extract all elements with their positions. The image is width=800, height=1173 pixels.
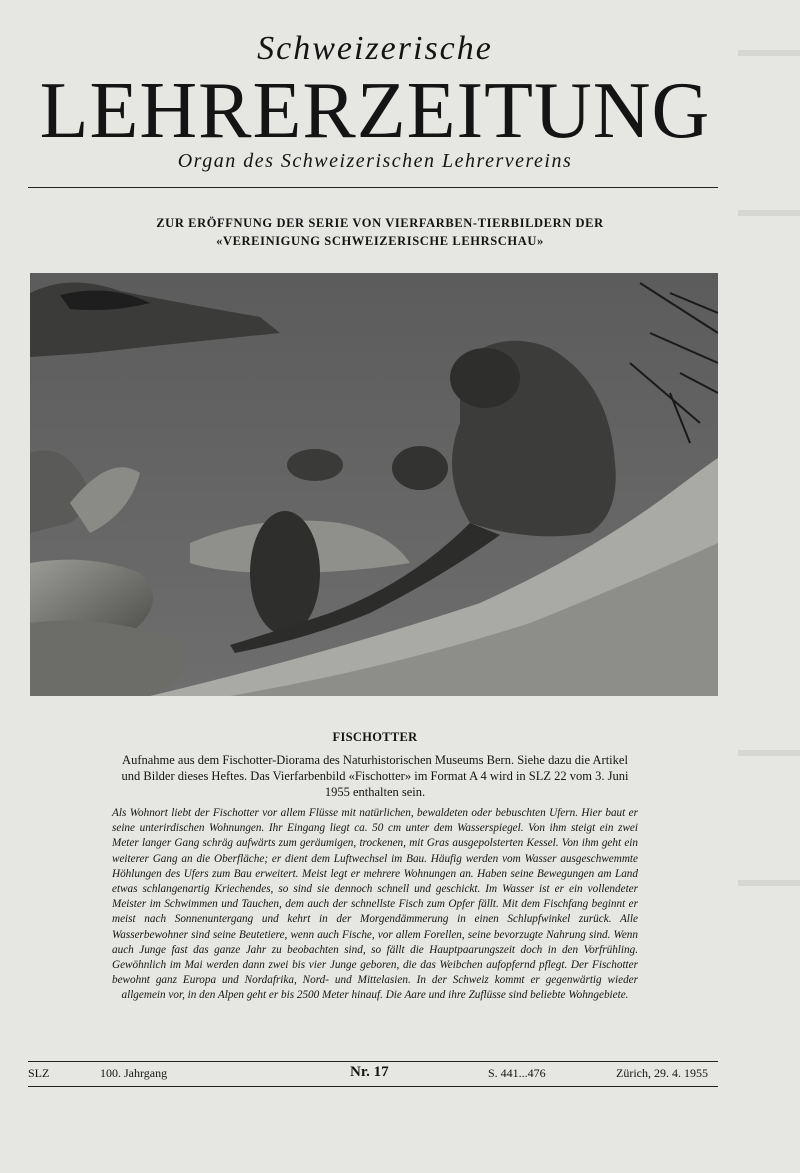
footer-pages: S. 441...476: [488, 1066, 546, 1080]
footer: [28, 1066, 720, 1086]
photo-illustration: [30, 273, 718, 696]
bleed-through-mark: [738, 210, 800, 216]
footer-jahrgang: 100. Jahrgang: [100, 1066, 168, 1080]
footer-place-date: Zürich, 29. 4. 1955: [616, 1066, 708, 1080]
masthead-title: LEHRERZEITUNG: [39, 67, 711, 155]
caption-text: Aufnahme aus dem Fischotter-Diorama des Naturhistorischen Museums Bern. Siehe dazu die Artikel und Bilder dieses Heftes. Das Vierfarbenbild «Fischotter» im Format A 4 wird in SLZ 22 vom 3. Juni 1955 enthalten sein.: [121, 753, 629, 799]
intro-line-1: ZUR ERÖFFNUNG DER SERIE VON VIERFARBEN-TIERBILDERN DER: [156, 216, 604, 230]
masthead-divider: [28, 187, 718, 188]
masthead-organ-line: Organ des Schweizerischen Lehrervereins: [177, 150, 573, 172]
footer-issue-number: Nr. 17: [350, 1064, 389, 1080]
bleed-through-mark: [738, 880, 800, 886]
masthead-subtitle: Schweizerische: [257, 30, 493, 67]
caption-title: FISCHOTTER: [332, 730, 418, 744]
intro-line-2: «VEREINIGUNG SCHWEIZERISCHE LEHRSCHAU»: [216, 234, 544, 248]
article-body: Als Wohnort liebt der Fischotter vor allem Flüsse mit natürlichen, bewaldeten oder bebuschten Ufern. Hier baut er seine unterirdischen Wohnungen. Ihr Eingang liegt ca. 50 cm unter dem Wasserspiegel. Von ihm steigt ein zwei Meter langer Gang schräg aufwärts zum geräumigen, trockenen, mit Gras ausgepolsterten Kessel. Von ihm geht ein weiterer Gang an die Oberfläche; er dient dem Luftwechsel im Bau. Häufig werden vom Wasser ausgeschwemmte Höhlungen des Ufers zum Bau erweitert. Meist legt er mehrere Wohnungen an. Haben seine Bewegungen am Land etwas schlangenartig Kriechendes, so sind sie dennoch schnell und geschickt. Im Wasser ist er ein vollendeter Meister im Schwimmen und Tauchen, dem auch der schnellste Fisch zum Opfer fällt. Mit dem Fischfang beginnt er meist nach Sonnenuntergang und kehrt in der Morgendämmerung in einen Schlupfwinkel zurück. Alle Wasserbewohner sind seine Beutetiere, wenn auch Fische, vor allem Forellen, seine bevorzugte Nahrung sind. Wenn auch Junge fast das ganze Jahr zu beobachten sind, so fällt die Hauptpaarungszeit doch in den Vorfrühling. Gewöhnlich im Mai werden dann zwei bis vier Junge geboren, die das Weibchen aufopfernd pflegt. Der Fischotter bewohnt ganz Europa und Nordafrika, Nord- und Mittelasien. In der Schweiz kommt er gegenwärtig wieder allgemein vor, in den Alpen geht er bis 2500 Meter hinauf. Die Aare und ihre Zuflüsse sind beliebte Wohngebiete.: [112, 807, 638, 1002]
footer-top-rule: [28, 1061, 718, 1062]
footer-slz: SLZ: [28, 1066, 50, 1080]
intro-heading: [60, 214, 700, 250]
bleed-through-mark: [738, 750, 800, 756]
footer-bottom-rule: [28, 1086, 718, 1087]
otter-diorama-photo: [30, 273, 718, 696]
bleed-through-mark: [738, 50, 800, 56]
